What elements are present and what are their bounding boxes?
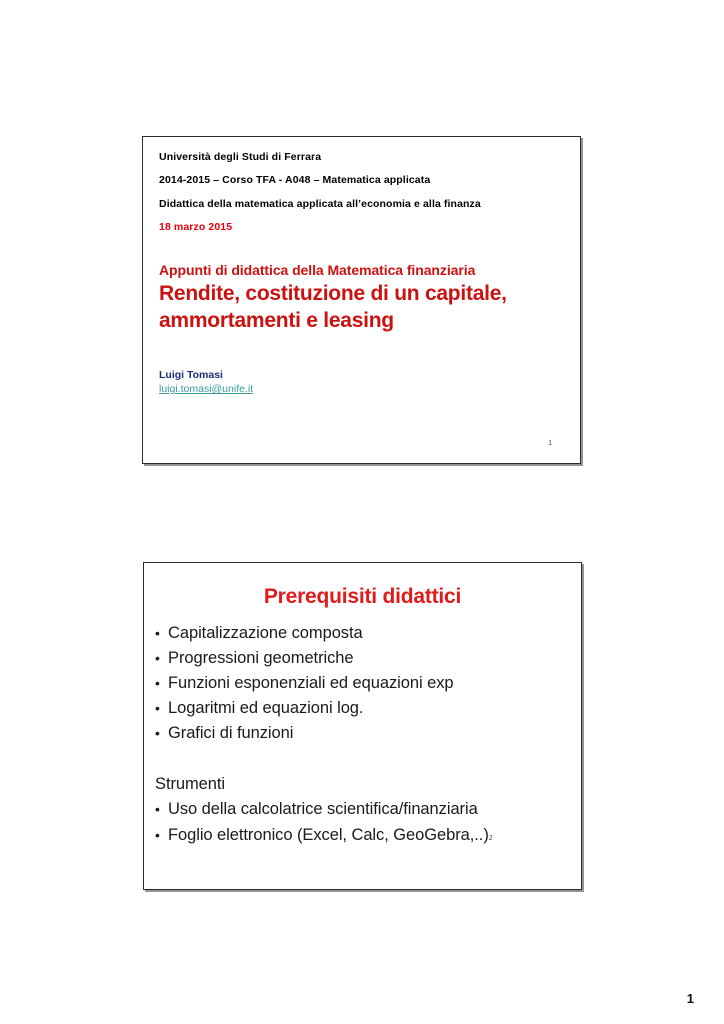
course-line: 2014-2015 – Corso TFA - A048 – Matematica applicata bbox=[159, 174, 431, 187]
author-email-link[interactable]: luigi.tomasi@unife.it bbox=[159, 383, 254, 395]
bullet-icon: • bbox=[155, 700, 160, 717]
bullet-icon: • bbox=[155, 625, 160, 641]
subject-line: Didattica della matematica applicata all’economia e alla finanza bbox=[159, 197, 481, 210]
slide-1-number: 1 bbox=[548, 440, 552, 447]
bullet-icon: • bbox=[155, 675, 160, 692]
bullet-icon: • bbox=[155, 801, 160, 818]
list-item bbox=[155, 671, 573, 696]
list-item-text: Foglio elettronico (Excel, Calc, GeoGebra,..) bbox=[168, 825, 489, 844]
list-spacer bbox=[155, 746, 573, 772]
list-item bbox=[155, 621, 573, 646]
slide-1-title: Rendite, costituzione di un capitale, ammortamenti e leasing bbox=[159, 282, 507, 332]
slide-1[interactable] bbox=[142, 136, 581, 464]
page-number: 1 bbox=[686, 991, 694, 1006]
author-name: Luigi Tomasi bbox=[159, 369, 223, 381]
list-item bbox=[155, 797, 573, 822]
institution-line: Università degli Studi di Ferrara bbox=[159, 151, 322, 163]
slide-2-body bbox=[155, 621, 573, 848]
list-item-label: Uso della calcolatrice scientifica/finanziaria bbox=[168, 800, 478, 819]
slide-2[interactable] bbox=[143, 562, 582, 890]
list-item-label bbox=[168, 823, 573, 848]
list-item-label: Progressioni geometriche bbox=[168, 649, 354, 668]
list-item bbox=[155, 823, 573, 848]
slide-1-subtitle: Appunti di didattica della Matematica finanziaria bbox=[159, 262, 476, 278]
list-item-label: Capitalizzazione composta bbox=[168, 624, 363, 642]
bullet-icon: • bbox=[155, 826, 160, 843]
list-item bbox=[155, 721, 573, 746]
list-item-label: Grafici di funzioni bbox=[168, 724, 294, 743]
slide-2-title: Prerequisiti didattici bbox=[263, 585, 462, 608]
bullet-icon: • bbox=[155, 725, 160, 742]
list-item-label: Funzioni esponenziali ed equazioni exp bbox=[168, 674, 454, 693]
bullet-icon: • bbox=[155, 650, 160, 667]
list-item-label: Logaritmi ed equazioni log. bbox=[168, 699, 364, 718]
list-item bbox=[155, 646, 573, 671]
tools-section-label: Strumenti bbox=[155, 775, 226, 794]
slide-1-header-block bbox=[159, 151, 568, 234]
list-item bbox=[155, 696, 573, 721]
slide-2-number: 2 bbox=[488, 834, 493, 842]
date-line: 18 marzo 2015 bbox=[159, 221, 233, 234]
